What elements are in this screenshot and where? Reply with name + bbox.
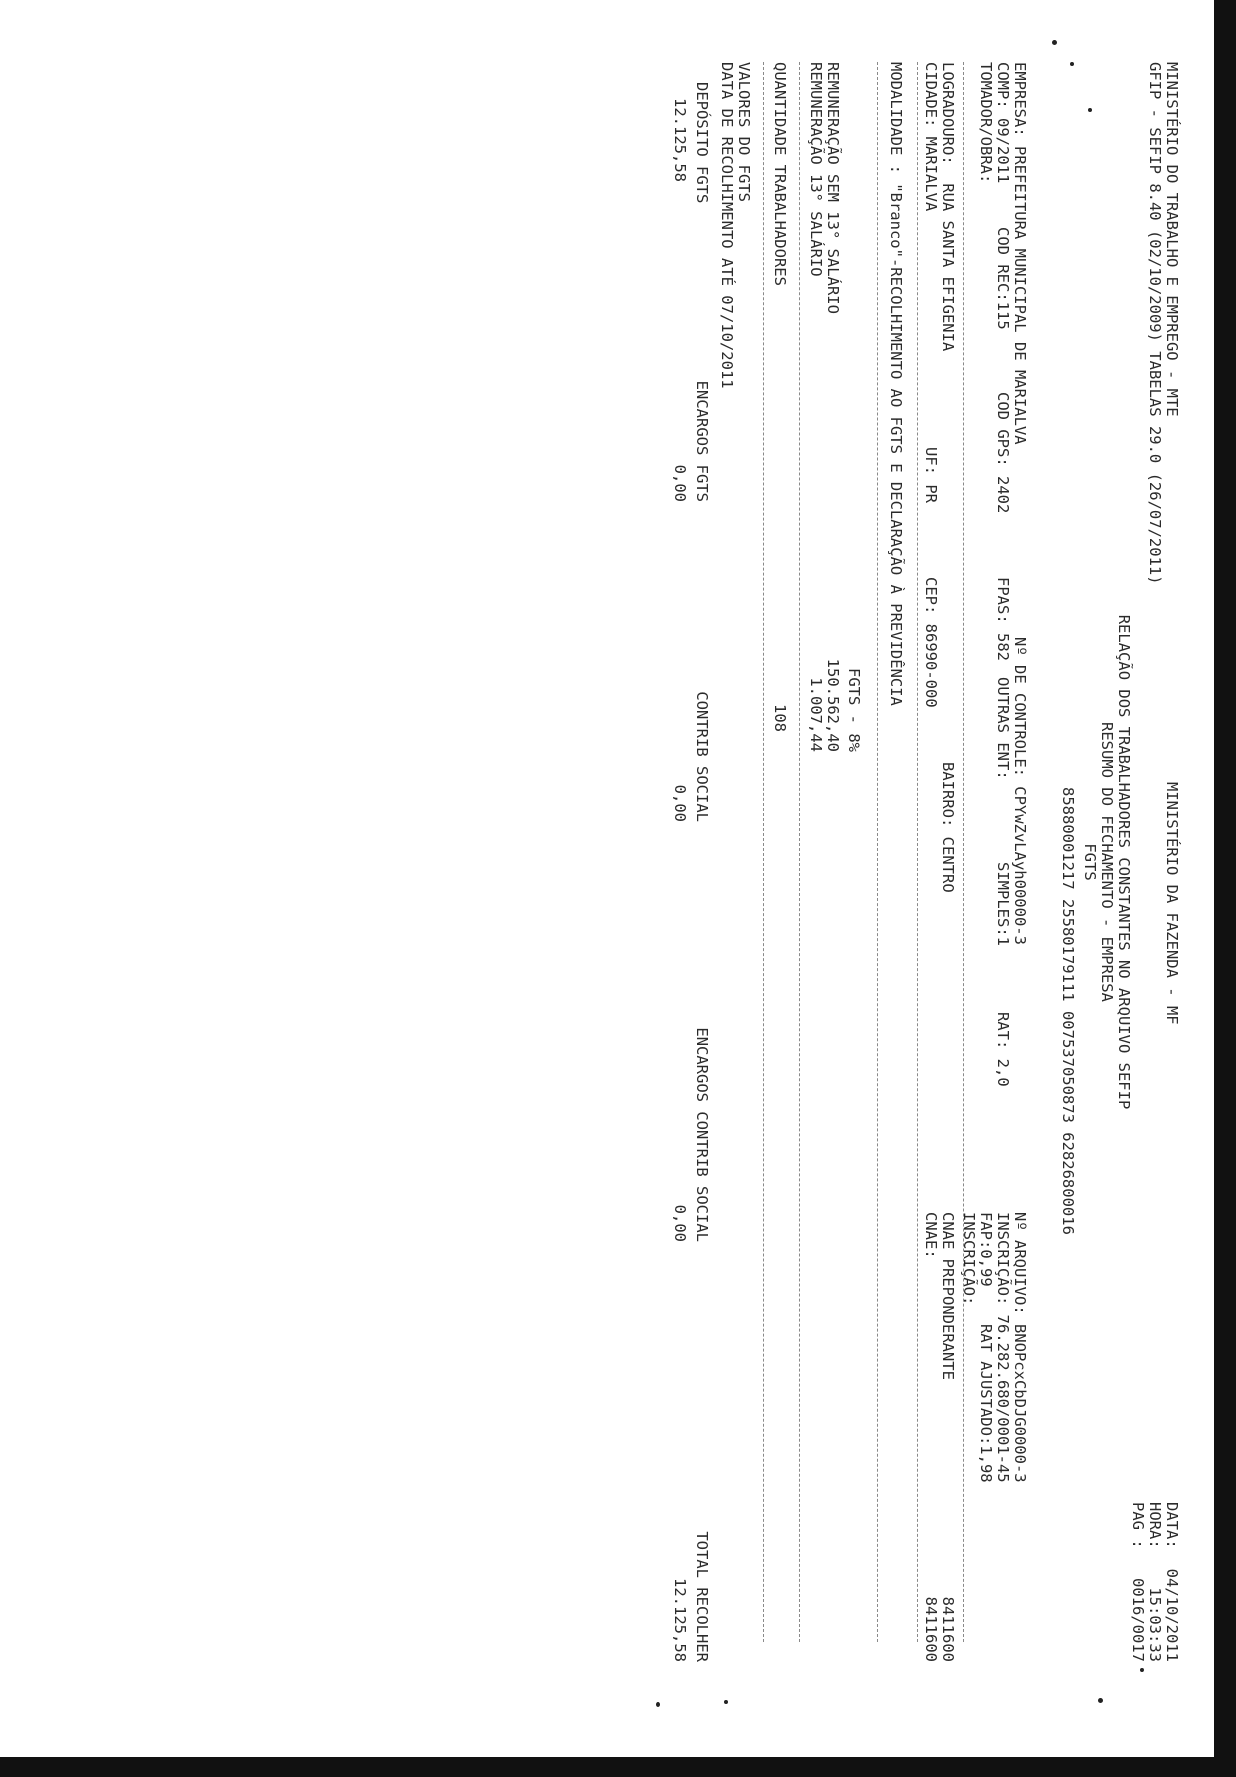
quantidade-trabalhadores-value: 108 — [771, 704, 789, 732]
arquivo-number: Nº ARQUIVO: BNOPcxCbDJG0000-3 — [1011, 1212, 1029, 1483]
remuneracao-value: 150.562,40 — [824, 658, 842, 752]
outras-ent-field: OUTRAS ENT: — [994, 677, 1012, 780]
scan-edge-right — [1214, 0, 1236, 1777]
ministry-labor-title: MINISTÉRIO DO TRABALHO E EMPREGO - MTE — [1163, 62, 1181, 417]
total-recolher-value: 12.125,58 — [671, 1578, 689, 1662]
simples-field: SIMPLES:1 — [994, 862, 1012, 946]
cep-field: CEP: 86990-000 — [922, 577, 940, 708]
report-title: RELAÇÃO DOS TRABALHADORES CONSTANTES NO ARQUIVO SEFIP — [1115, 614, 1133, 1110]
divider — [799, 62, 800, 1642]
inscricao-field: INSCRIÇÃO: 76.282.680/0001-45 — [994, 1212, 1012, 1483]
date-value: 04/10/2011 — [1163, 1568, 1181, 1662]
fpas-field: FPAS: 582 — [994, 577, 1012, 661]
cod-rec-field: COD REC:115 — [994, 227, 1012, 330]
modalidade-line: MODALIDADE : "Branco"-RECOLHIMENTO AO FGTS E DECLARAÇÃO À PREVIDÊNCIA — [887, 62, 905, 706]
encargos-contrib-social-value: 0,00 — [671, 1204, 689, 1242]
time-label: HORA: — [1146, 1502, 1164, 1549]
cidade-field: CIDADE: MARIALVA — [922, 62, 940, 212]
deposito-fgts-value: 12.125,58 — [671, 98, 689, 182]
encargos-fgts-value: 0,00 — [671, 464, 689, 502]
ministry-finance-title: MINISTÉRIO DA FAZENDA - MF — [1163, 782, 1181, 1025]
page-label: PAG : — [1129, 1502, 1147, 1549]
divider — [763, 62, 764, 1642]
bairro-field: BAIRRO: CENTRO — [939, 762, 957, 893]
divider — [963, 62, 964, 1642]
inscricao-tomador-field: INSCRIÇÃO: — [960, 1212, 978, 1306]
contrib-social-value: 0,00 — [671, 784, 689, 822]
date-label: DATA: — [1163, 1502, 1181, 1549]
quantidade-trabalhadores-label: QUANTIDADE TRABALHADORES — [771, 62, 789, 286]
remuneracao-label: REMUNERAÇÃO SEM 13° SALÁRIO — [824, 62, 842, 314]
barcode-number: 85880001217 25580179111 00753705087З 62826800016 — [1059, 787, 1077, 1235]
sefip-summary-sheet — [180, 62, 1180, 1682]
cnae-label: CNAE: — [922, 1212, 940, 1259]
fgts-column-header: FGTS - 8% — [845, 668, 863, 752]
encargos-fgts-label: ENCARGOS FGTS — [693, 380, 711, 502]
cnae-preponderante-value: 8411600 — [939, 1596, 957, 1662]
control-number: Nº DE CONTROLE: CPYwZvLAyh00000-3 — [1011, 637, 1029, 945]
divider — [917, 62, 918, 1642]
rat-field: RAT: 2,0 — [994, 1012, 1012, 1087]
cnae-preponderante-label: CNAE PREPONDERANTE — [939, 1212, 957, 1380]
encargos-contrib-social-label: ENCARGOS CONTRIB SOCIAL — [693, 1027, 711, 1242]
contrib-social-label: CONTRIB SOCIAL — [693, 691, 711, 822]
version-line: GFIP - SEFIP 8.40 (02/10/2009) TABELAS 29.0 (26/07/2011) — [1146, 62, 1164, 585]
scan-speck — [1052, 40, 1057, 45]
report-subtitle: RESUMO DO FECHAMENTO - EMPRESA — [1098, 722, 1116, 1002]
total-recolher-label: TOTAL RECOLHER — [693, 1531, 711, 1662]
valores-title: VALORES DO FGTS — [735, 62, 753, 202]
remuneracao-label: REMUNERAÇÃO 13° SALÁRIO — [807, 62, 825, 277]
deposito-fgts-label: DEPÓSITO FGTS — [693, 82, 711, 204]
scan-speck — [656, 1702, 660, 1707]
scan-speck — [724, 1700, 728, 1704]
due-date-line: DATA DE RECOLHIMENTO ATÉ 07/10/2011 — [718, 62, 736, 389]
comp-field: COMP: 09/2011 — [994, 62, 1012, 184]
remuneracao-value: 1.007,44 — [807, 677, 825, 752]
fap-field: FAP:0,99 RAT AJUSTADO:1,98 — [977, 1212, 995, 1483]
report-type: FGTS — [1081, 843, 1099, 881]
logradouro-field: LOGRADOURO: RUA SANTA EFIGENIA — [939, 62, 957, 352]
cod-gps-field: COD GPS: 2402 — [994, 392, 1012, 514]
uf-field: UF: PR — [922, 447, 940, 503]
page-value: 0016/0017 — [1129, 1578, 1147, 1662]
tomador-field: TOMADOR/OBRA: — [977, 62, 995, 184]
scan-speck — [1098, 1698, 1103, 1703]
scan-edge-bottom — [0, 1757, 1236, 1777]
cnae-value: 8411600 — [922, 1596, 940, 1662]
empresa-line: EMPRESA: PREFEITURA MUNICIPAL DE MARIALVA — [1011, 62, 1029, 445]
divider — [877, 62, 878, 1642]
time-value: 15:03:33 — [1146, 1587, 1164, 1662]
